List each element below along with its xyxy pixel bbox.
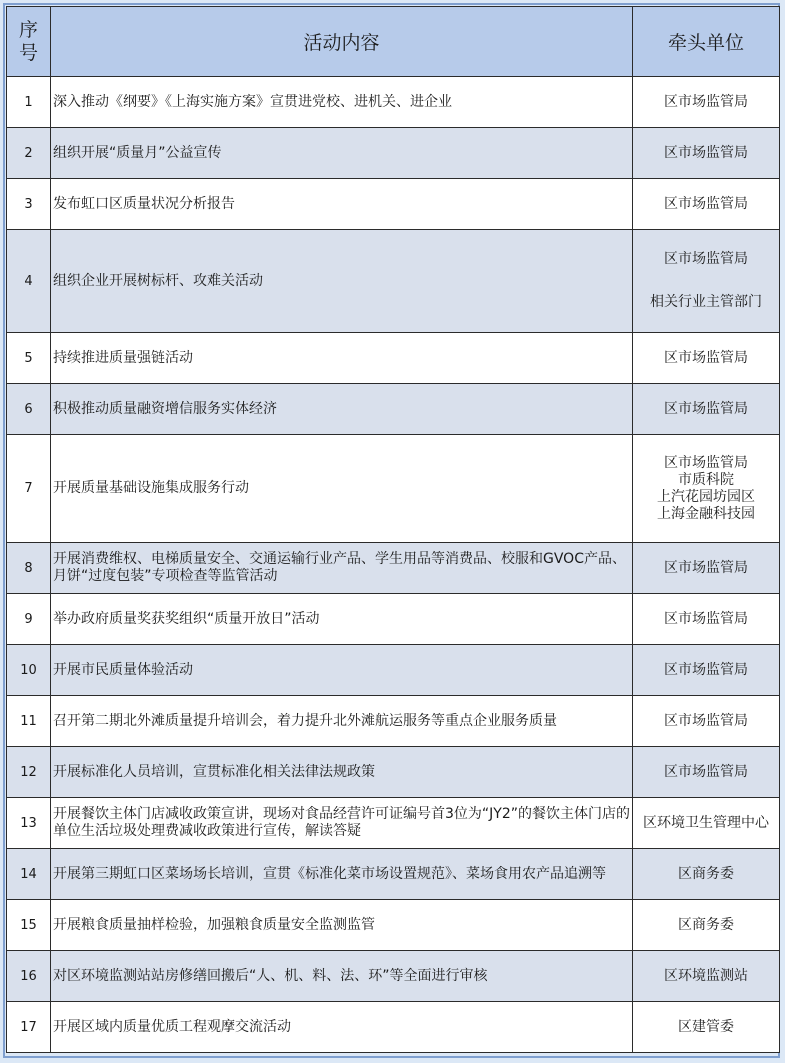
table-row: [7, 696, 780, 747]
activity-cell: 召开第二期北外滩质量提升培训会，着力提升北外滩航运服务等重点企业服务质量: [51, 696, 633, 747]
activity-cell: 开展市民质量体验活动: [51, 645, 633, 696]
lead-unit-cell: 区市场监管局: [633, 128, 780, 179]
activity-cell: 开展餐饮主体门店减收政策宣讲，现场对食品经营许可证编号首3位为“JY2”的餐饮主体门店的单位生活垃圾处理费减收政策进行宣传，解读答疑: [51, 798, 633, 849]
activity-cell: 开展粮食质量抽样检验，加强粮食质量安全监测监管: [51, 900, 633, 951]
activity-cell: 发布虹口区质量状况分析报告: [51, 179, 633, 230]
row-number: 9: [7, 594, 51, 645]
activity-cell: 开展区域内质量优质工程观摩交流活动: [51, 1002, 633, 1053]
activity-cell: 开展质量基础设施集成服务行动: [51, 435, 633, 543]
row-number: 6: [7, 384, 51, 435]
lead-unit-cell: 区市场监管局: [633, 384, 780, 435]
table-row: [7, 594, 780, 645]
activity-cell: 开展第三期虹口区菜场场长培训，宣贯《标准化菜市场设置规范》、菜场食用农产品追溯等: [51, 849, 633, 900]
lead-unit-line: 上海金融科技园: [657, 505, 755, 522]
lead-unit-cell: 区市场监管局: [633, 696, 780, 747]
lead-unit-cell: 区市场监管局: [633, 543, 780, 594]
lead-unit-line: 市质科院: [678, 471, 734, 488]
row-number: 12: [7, 747, 51, 798]
row-number: 4: [7, 230, 51, 333]
row-number: 14: [7, 849, 51, 900]
row-number: 16: [7, 951, 51, 1002]
row-number: 5: [7, 333, 51, 384]
lead-unit-header: 牵头单位: [633, 7, 780, 77]
lead-unit-cell: [633, 435, 780, 543]
table-row: [7, 798, 780, 849]
lead-unit-line: 相关行业主管部门: [650, 294, 762, 310]
activity-cell: 对区环境监测站站房修缮回搬后“人、机、料、法、环”等全面进行审核: [51, 951, 633, 1002]
lead-unit-cell: 区环境卫生管理中心: [633, 798, 780, 849]
row-number: 2: [7, 128, 51, 179]
lead-unit-line: 上汽花园坊园区: [657, 488, 755, 505]
lead-unit-cell: 区市场监管局: [633, 594, 780, 645]
table-row: [7, 747, 780, 798]
lead-unit-cell: 区市场监管局: [633, 645, 780, 696]
lead-unit-line: 区市场监管局: [664, 454, 748, 471]
row-number: 10: [7, 645, 51, 696]
activity-table: [6, 6, 780, 1053]
table-row: [7, 951, 780, 1002]
lead-unit-cell: 区市场监管局: [633, 179, 780, 230]
row-number: 1: [7, 77, 51, 128]
row-number: 17: [7, 1002, 51, 1053]
table-row: [7, 333, 780, 384]
row-number: 8: [7, 543, 51, 594]
row-number: 11: [7, 696, 51, 747]
activity-cell: 举办政府质量奖获奖组织“质量开放日”活动: [51, 594, 633, 645]
row-number: 15: [7, 900, 51, 951]
activity-cell: 开展标准化人员培训，宣贯标准化相关法律法规政策: [51, 747, 633, 798]
table-row: [7, 1002, 780, 1053]
lead-unit-cell: 区市场监管局: [633, 747, 780, 798]
lead-unit-cell: 区市场监管局: [633, 333, 780, 384]
lead-unit-cell: 区市场监管局: [633, 77, 780, 128]
table-row: [7, 384, 780, 435]
table-row: [7, 645, 780, 696]
table-row: [7, 77, 780, 128]
lead-unit-cell: 区商务委: [633, 900, 780, 951]
lead-unit-line: 区市场监管局: [664, 251, 748, 267]
content-header: 活动内容: [51, 7, 633, 77]
lead-unit-cell: 区建管委: [633, 1002, 780, 1053]
table-row: [7, 128, 780, 179]
activity-cell: 组织企业开展树标杆、攻难关活动: [51, 230, 633, 333]
lead-unit-cell: 区环境监测站: [633, 951, 780, 1002]
activity-cell: 积极推动质量融资增信服务实体经济: [51, 384, 633, 435]
lead-unit-cell: 区商务委: [633, 849, 780, 900]
row-number: 13: [7, 798, 51, 849]
row-number: 7: [7, 435, 51, 543]
seq-header: 序号: [7, 7, 51, 77]
activity-cell: 深入推动《纲要》《上海实施方案》宣贯进党校、进机关、进企业: [51, 77, 633, 128]
lead-unit-cell: [633, 230, 780, 333]
table-row: [7, 179, 780, 230]
row-number: 3: [7, 179, 51, 230]
activity-cell: 组织开展“质量月”公益宣传: [51, 128, 633, 179]
table-header-row: [7, 7, 780, 77]
activity-cell: 开展消费维权、电梯质量安全、交通运输行业产品、学生用品等消费品、校服和GVOC产品、月饼“过度包装”专项检查等监管活动: [51, 543, 633, 594]
table-row: [7, 230, 780, 333]
activity-cell: 持续推进质量强链活动: [51, 333, 633, 384]
table-row: [7, 435, 780, 543]
table-row: [7, 849, 780, 900]
table-row: [7, 900, 780, 951]
table-row: [7, 543, 780, 594]
